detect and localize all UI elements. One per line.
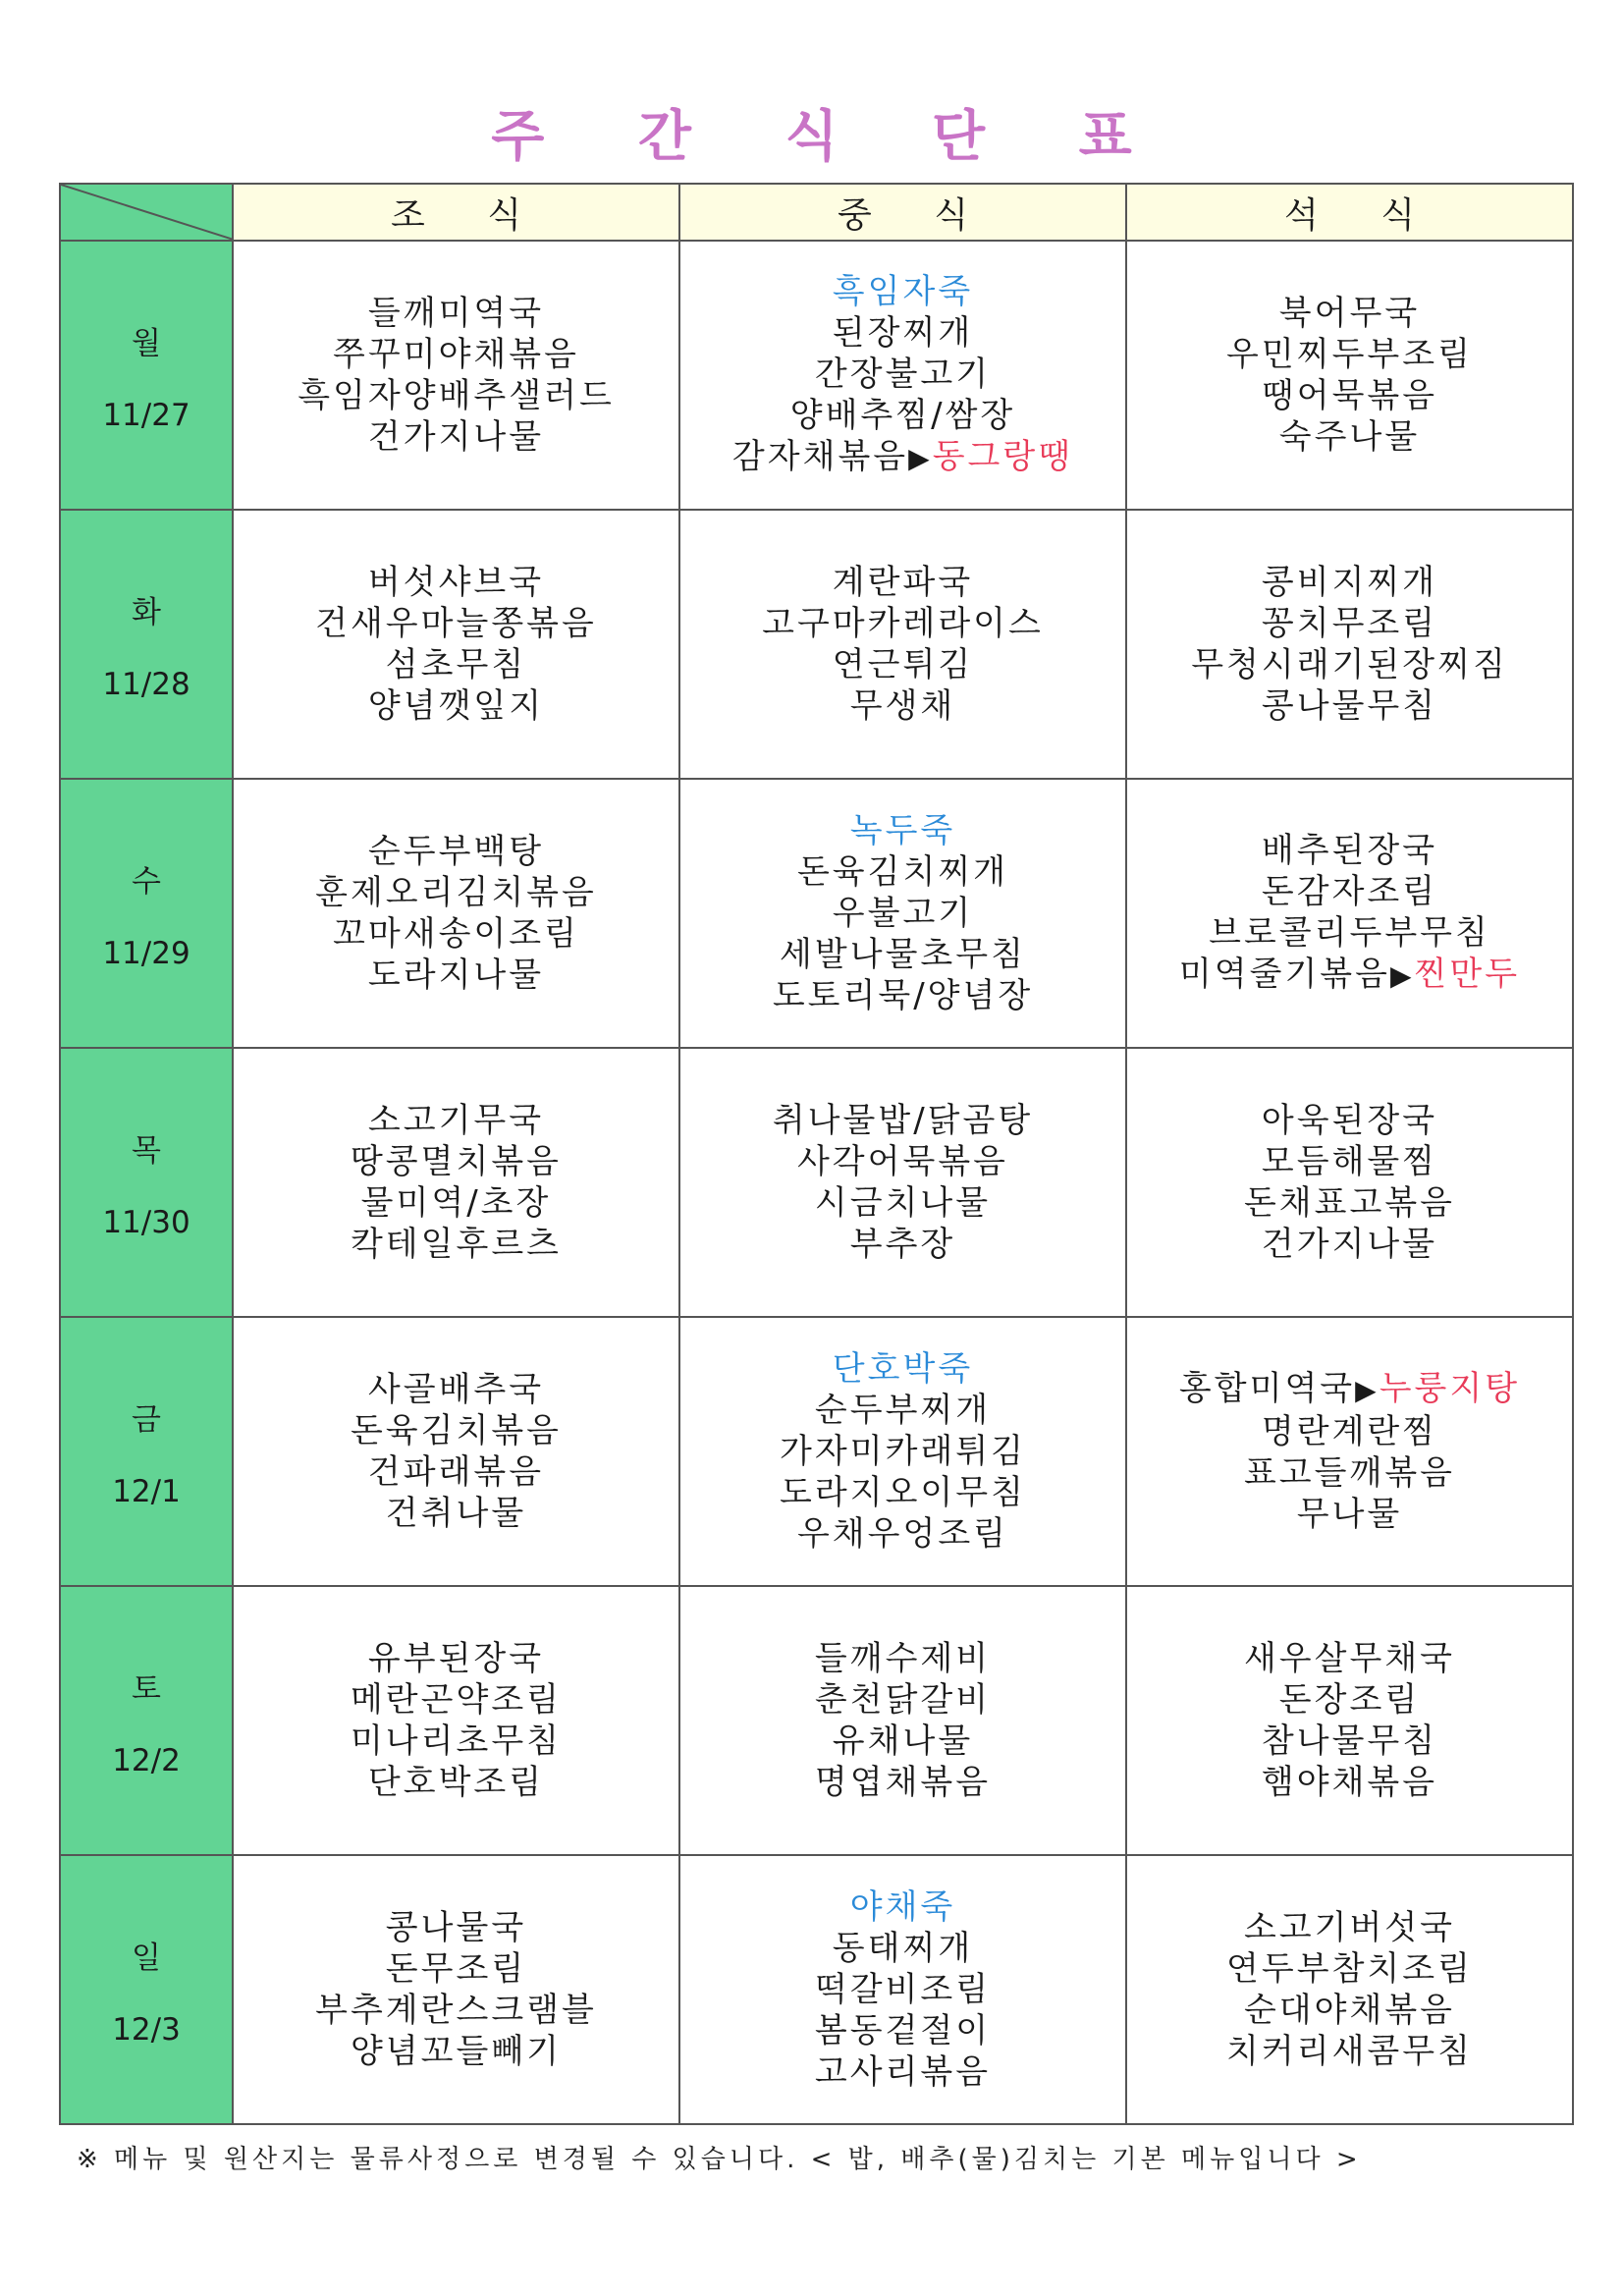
day-cell: [60, 1855, 233, 2124]
day-cell: [60, 779, 233, 1048]
day-date: 11/30: [102, 1204, 190, 1240]
day-cell: [60, 1048, 233, 1317]
breakfast-cell: [233, 1317, 679, 1586]
day-row: [60, 1855, 1573, 2124]
menu-item: 돈육김치찌개: [796, 852, 1009, 892]
menu-item: 콩나물국: [385, 1908, 527, 1947]
menu-item: 단호박조림: [367, 1763, 545, 1802]
day-name: 수: [132, 863, 161, 900]
lunch-cell: [679, 1317, 1126, 1586]
arrow-icon: ▶: [1355, 1374, 1380, 1406]
lunch-cell: [679, 1586, 1126, 1855]
dinner-cell: [1126, 779, 1573, 1048]
menu-item: 브로콜리두부무침: [1209, 913, 1490, 953]
page-title: 주 간 식 단 표: [491, 105, 1169, 169]
alternative-menu-item: 동그랑땡: [932, 437, 1074, 476]
footer-note: ※ 메뉴 및 원산지는 물류사정으로 변경될 수 있습니다. < 밥, 배추(물)김치는 기본 메뉴입니다 >: [77, 2145, 1362, 2174]
dinner-cell: [1126, 1586, 1573, 1855]
menu-item: 돈채표고볶음: [1243, 1183, 1456, 1223]
day-row: [60, 1586, 1573, 1855]
lunch-cell: [679, 1048, 1126, 1317]
dinner-cell: [1126, 1317, 1573, 1586]
porridge-item: 야채죽: [849, 1887, 956, 1927]
day-row: [60, 1317, 1573, 1586]
menu-item: 훈제오리김치볶음: [315, 873, 597, 912]
menu-item: 유부된장국: [367, 1639, 545, 1678]
menu-item-with-alternative: [680, 436, 1125, 479]
header-lunch: 중 식: [679, 184, 1126, 241]
menu-item: 돈육김치볶음: [350, 1411, 563, 1450]
menu-item: 건새우마늘쫑볶음: [315, 604, 597, 643]
day-date: 11/27: [102, 397, 190, 433]
menu-item: 돈장조림: [1278, 1680, 1421, 1720]
menu-item: 사각어묵볶음: [796, 1142, 1009, 1181]
day-cell: [60, 1586, 233, 1855]
menu-item: 콩비지찌개: [1261, 563, 1438, 602]
menu-item: 우민찌두부조림: [1226, 335, 1473, 374]
menu-item: 감자채볶음: [731, 437, 909, 476]
menu-item: 간장불고기: [814, 355, 992, 394]
breakfast-cell: [233, 1855, 679, 2124]
menu-item: 시금치나물: [814, 1183, 992, 1223]
menu-item: 순두부백탕: [367, 832, 545, 871]
day-name: 목: [132, 1132, 161, 1169]
menu-item: 순두부찌개: [814, 1391, 992, 1430]
menu-body: [60, 241, 1573, 2124]
menu-item-with-alternative: [1127, 1368, 1572, 1411]
menu-item: 명엽채볶음: [814, 1763, 992, 1802]
menu-item: 양념깻잎지: [367, 686, 545, 726]
day-date: 11/29: [102, 935, 190, 971]
menu-item: 봄동겉절이: [814, 2011, 992, 2050]
menu-item: 버섯샤브국: [367, 563, 545, 602]
breakfast-cell: [233, 1048, 679, 1317]
menu-item: 꼬마새송이조림: [333, 914, 579, 954]
day-row: [60, 241, 1573, 510]
menu-item: 아욱된장국: [1261, 1101, 1438, 1140]
lunch-cell: [679, 779, 1126, 1048]
day-row: [60, 1048, 1573, 1317]
day-name: 금: [132, 1401, 161, 1438]
menu-item: 건가지나물: [367, 417, 545, 457]
menu-item: 연두부참치조림: [1226, 1949, 1473, 1989]
menu-item: 돈무조림: [385, 1949, 527, 1989]
lunch-cell: [679, 241, 1126, 510]
menu-item: 소고기버섯국: [1243, 1908, 1456, 1947]
menu-item: 부추계란스크램블: [315, 1991, 597, 2030]
day-row: [60, 779, 1573, 1048]
dinner-cell: [1126, 1048, 1573, 1317]
day-row: [60, 510, 1573, 779]
menu-item: 들깨미역국: [367, 294, 545, 333]
menu-item: 유채나물: [832, 1722, 974, 1761]
menu-item: 취나물밥/닭곰탕: [772, 1101, 1034, 1140]
porridge-item: 흑임자죽: [832, 272, 974, 311]
menu-item: 섬초무침: [385, 645, 527, 684]
menu-item: 새우살무채국: [1243, 1639, 1456, 1678]
menu-item: 우불고기: [832, 894, 974, 933]
menu-item: 홍합미역국: [1178, 1369, 1356, 1408]
menu-item: 된장찌개: [832, 313, 974, 353]
menu-item: 건파래볶음: [367, 1452, 545, 1492]
menu-item: 땡어묵볶음: [1261, 376, 1438, 415]
diagonal-line-icon: [61, 185, 234, 240]
menu-item: 양념꼬들빼기: [350, 2032, 563, 2071]
menu-item: 미역줄기볶음: [1178, 955, 1390, 994]
menu-item: 콩나물무침: [1261, 686, 1438, 726]
day-cell: [60, 510, 233, 779]
menu-item: 모듬해물찜: [1261, 1142, 1438, 1181]
header-breakfast: 조 식: [233, 184, 679, 241]
corner-cell: [60, 184, 233, 241]
menu-item: 순대야채볶음: [1243, 1991, 1456, 2030]
menu-item: 흑임자양배추샐러드: [298, 376, 615, 415]
day-date: 11/28: [102, 666, 190, 702]
day-date: 12/2: [112, 1742, 181, 1778]
arrow-icon: ▶: [908, 442, 933, 474]
menu-item: 건취나물: [385, 1494, 527, 1533]
menu-item: 동태찌개: [832, 1929, 974, 1968]
menu-item-with-alternative: [1127, 954, 1572, 997]
day-cell: [60, 1317, 233, 1586]
day-date: 12/1: [112, 1473, 181, 1509]
menu-item: 꽁치무조림: [1261, 604, 1438, 643]
menu-item: 춘천닭갈비: [814, 1680, 992, 1720]
day-name: 화: [132, 594, 161, 630]
menu-item: 도라지나물: [367, 956, 545, 995]
menu-item: 물미역/초장: [360, 1183, 552, 1223]
menu-item: 우채우엉조림: [796, 1514, 1009, 1554]
menu-item: 부추장: [849, 1225, 956, 1264]
arrow-icon: ▶: [1389, 959, 1415, 992]
day-name: 월: [132, 325, 161, 361]
breakfast-cell: [233, 779, 679, 1048]
menu-item: 명란계란찜: [1261, 1412, 1438, 1451]
lunch-cell: [679, 510, 1126, 779]
menu-item: 숙주나물: [1278, 417, 1421, 457]
menu-item: 참나물무침: [1261, 1722, 1438, 1761]
menu-item: 고사리볶음: [814, 2052, 992, 2092]
dinner-cell: [1126, 1855, 1573, 2124]
menu-item: 들깨수제비: [814, 1639, 992, 1678]
menu-item: 도토리묵/양념장: [772, 976, 1034, 1015]
menu-item: 돈감자조림: [1261, 872, 1438, 911]
menu-item: 메란곤약조림: [350, 1680, 563, 1720]
menu-item: 연근튀김: [832, 645, 974, 684]
breakfast-cell: [233, 510, 679, 779]
menu-item: 표고들깨볶음: [1243, 1453, 1456, 1493]
menu-item: 무나물: [1296, 1495, 1403, 1534]
menu-item: 북어무국: [1278, 294, 1421, 333]
menu-item: 소고기무국: [367, 1101, 545, 1140]
day-name: 일: [132, 1940, 161, 1976]
porridge-item: 단호박죽: [832, 1349, 974, 1389]
menu-item: 건가지나물: [1261, 1225, 1438, 1264]
dinner-cell: [1126, 241, 1573, 510]
lunch-cell: [679, 1855, 1126, 2124]
porridge-item: 녹두죽: [849, 811, 956, 850]
menu-item: 미나리초무침: [350, 1722, 563, 1761]
menu-item: 세발나물초무침: [780, 935, 1026, 974]
menu-item: 햄야채볶음: [1261, 1763, 1438, 1802]
menu-item: 칵테일후르츠: [350, 1225, 563, 1264]
menu-item: 땅콩멸치볶음: [350, 1142, 563, 1181]
menu-item: 배추된장국: [1261, 831, 1438, 870]
menu-item: 가자미카래튀김: [780, 1432, 1026, 1471]
header-row: [60, 184, 1573, 241]
breakfast-cell: [233, 1586, 679, 1855]
menu-item: 무청시래기된장찌짐: [1191, 645, 1508, 684]
dinner-cell: [1126, 510, 1573, 779]
day-cell: [60, 241, 233, 510]
menu-item: 무생채: [849, 686, 956, 726]
menu-item: 계란파국: [832, 563, 974, 602]
menu-item: 떡갈비조림: [814, 1970, 992, 2009]
alternative-menu-item: 찐만두: [1414, 955, 1521, 994]
menu-item: 쭈꾸미야채볶음: [333, 335, 579, 374]
day-date: 12/3: [112, 2011, 181, 2048]
menu-item: 고구마카레라이스: [762, 604, 1044, 643]
day-name: 토: [132, 1670, 161, 1707]
alternative-menu-item: 누룽지탕: [1379, 1369, 1521, 1408]
header-dinner: 석 식: [1126, 184, 1573, 241]
menu-item: 도라지오이무침: [780, 1473, 1026, 1512]
weekly-menu-table: [59, 183, 1574, 2125]
menu-item: 양배추찜/쌈장: [789, 396, 1016, 435]
menu-item: 사골배추국: [367, 1370, 545, 1409]
menu-item: 치커리새콤무침: [1226, 2032, 1473, 2071]
breakfast-cell: [233, 241, 679, 510]
